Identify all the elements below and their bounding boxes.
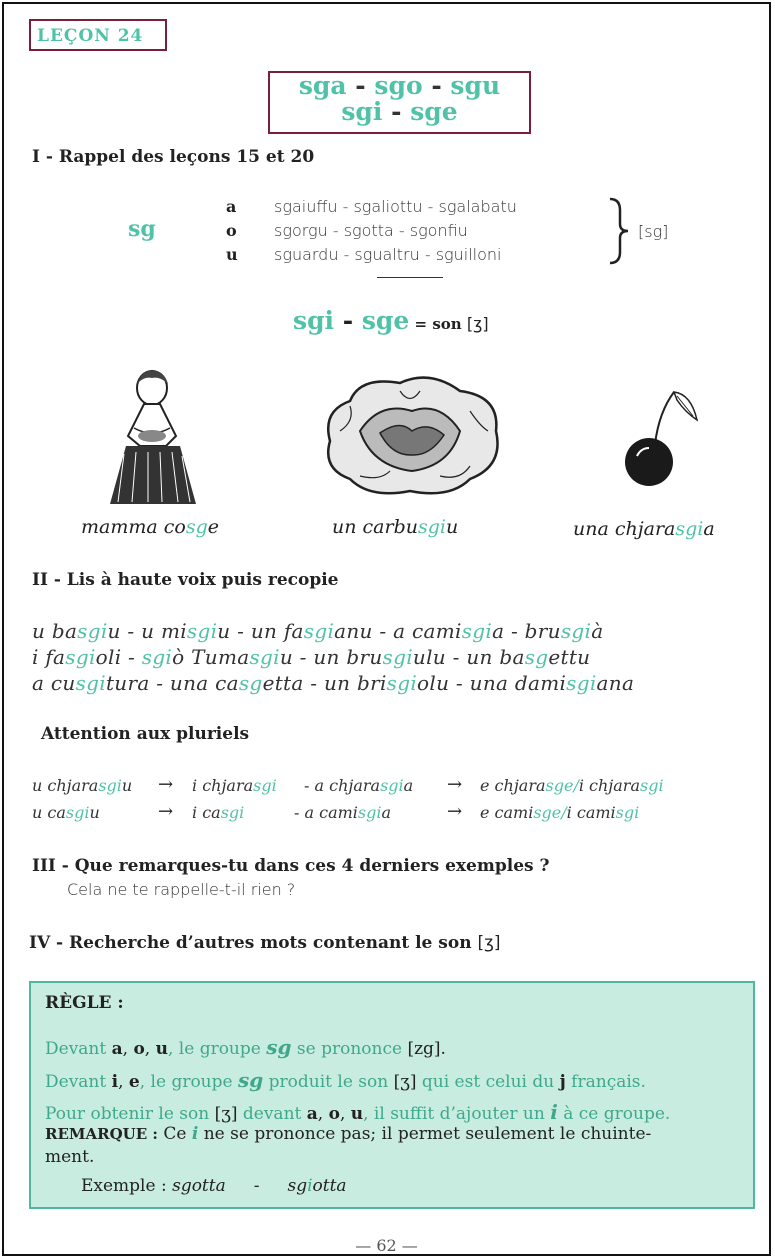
reading-segment: sgi: [75, 671, 106, 695]
reading-segment: sgi: [249, 645, 280, 669]
rule-segment: i: [550, 1100, 558, 1124]
arrow-icon: →: [158, 801, 174, 822]
title-segment: sgu: [450, 71, 501, 100]
plural-segment: /: [561, 803, 567, 822]
plural-segment: sgi: [615, 803, 640, 822]
reading-segment: anu - a cami: [334, 619, 462, 643]
plural-segment: /: [573, 776, 579, 795]
plural-segment: sge: [545, 776, 574, 795]
rule-segment: , le groupe: [139, 1072, 238, 1092]
rule-segment: o: [328, 1104, 340, 1124]
lesson-title-line-2: [270, 99, 529, 125]
caption-mamma-cosge: [81, 516, 219, 538]
plural-segment: e chjara: [480, 776, 546, 795]
rule-segment: [ʒ]: [393, 1072, 417, 1092]
section-4-heading: [29, 933, 501, 953]
arrow-icon: →: [447, 774, 463, 795]
reading-segment: à: [591, 619, 604, 643]
plural-segment: sge: [533, 803, 562, 822]
vowel-o: o: [226, 221, 237, 240]
title-segment: sge: [410, 97, 458, 126]
arrow-icon: →: [447, 801, 463, 822]
rule-segment: o: [133, 1039, 145, 1059]
section-3-heading: III - Que remarques-tu dans ces 4 derniers exemples ?: [32, 856, 550, 876]
plural-segment: sgi: [357, 803, 382, 822]
reading-segment: ò Tuma: [172, 645, 250, 669]
example-label: Exemple :: [81, 1176, 173, 1196]
reading-segment: tura - una ca: [105, 671, 239, 695]
rule-line-3: [45, 1100, 670, 1124]
reading-segment: u ba: [32, 619, 78, 643]
example-i: i: [307, 1176, 313, 1196]
rule-segment: se prononce: [291, 1039, 408, 1059]
remark-i: i: [191, 1124, 199, 1144]
reading-segment: sgi: [560, 619, 592, 643]
reading-segment: oli -: [95, 645, 142, 669]
plural-segment: u: [121, 776, 133, 795]
plural-row2-a: [32, 803, 100, 822]
caption-segment: un carbu: [332, 516, 418, 538]
textbook-page: [2, 2, 771, 1256]
caption-segment: sg: [185, 516, 208, 538]
section-2-heading: II - Lis à haute voix puis recopie: [32, 570, 339, 590]
caption-segment: e: [207, 516, 219, 538]
caption-segment: u: [445, 516, 459, 538]
reading-segment: a cu: [32, 671, 76, 695]
rule-segment: Devant: [45, 1072, 112, 1092]
remark-label: REMARQUE :: [45, 1125, 158, 1143]
rule-segment: qui est celui du: [416, 1072, 560, 1092]
rule-segment: j: [559, 1072, 566, 1092]
plurals-heading: Attention aux pluriels: [41, 724, 250, 744]
plural-segment: i chjara: [578, 776, 640, 795]
cabbage-icon: [320, 371, 504, 499]
rule-segment: sg: [266, 1035, 292, 1059]
plural-segment: i ca: [192, 803, 221, 822]
title-segment: -: [346, 71, 375, 100]
caption-un-carbusgiu: [332, 516, 458, 538]
rule-segment: [ʒ]: [214, 1104, 238, 1124]
sound-dash: -: [334, 306, 362, 335]
reading-segment: sgi: [186, 619, 218, 643]
reading-line-3: [32, 671, 634, 695]
rule-line-2: [45, 1068, 646, 1092]
caption-segment: mamma co: [81, 516, 186, 538]
title-segment: sgi: [341, 97, 383, 126]
reading-line-1: [32, 619, 603, 643]
plural-segment: sgi: [65, 803, 90, 822]
vowel-a: a: [226, 197, 237, 216]
reading-segment: sg: [524, 645, 549, 669]
plural-row1-d: [480, 776, 664, 795]
lesson-label: LEÇON 24: [37, 26, 144, 46]
remark-text-a: Ce: [157, 1124, 192, 1144]
plural-segment: e cami: [480, 803, 534, 822]
reading-segment: sgi: [65, 645, 96, 669]
sg-label: sg: [128, 216, 156, 242]
words-u: sguardu - sgualtru - sguilloni: [274, 245, 502, 264]
plural-segment: u: [89, 803, 100, 822]
reading-segment: ana: [596, 671, 635, 695]
plural-row2-d: [480, 803, 639, 822]
rule-example: [81, 1176, 347, 1196]
rule-segment: , il suffit d’ajouter un: [363, 1104, 551, 1124]
cherry-icon: [619, 382, 704, 488]
caption-segment: sgi: [417, 516, 446, 538]
sound-line: [293, 306, 489, 335]
rule-segment: ,: [317, 1104, 329, 1124]
caption-una-chjarasgia: [573, 518, 715, 540]
vowel-u: u: [226, 245, 238, 264]
reading-segment: ulu - un ba: [412, 645, 525, 669]
reading-segment: sgi: [382, 645, 413, 669]
reading-segment: sgi: [303, 619, 335, 643]
plural-row1-a: [32, 776, 132, 795]
section-4-phoneme: [ʒ]: [477, 933, 501, 953]
plural-row1-c: [304, 776, 413, 795]
reading-segment: a - bru: [492, 619, 561, 643]
sound-phoneme: [ʒ]: [466, 314, 489, 333]
plural-segment: i chjara: [192, 776, 254, 795]
rule-segment: Devant: [45, 1039, 112, 1059]
example-sgotta: sgotta: [172, 1176, 226, 1196]
rule-segment: sg: [237, 1068, 264, 1092]
rule-segment: produit le son: [263, 1072, 394, 1092]
rule-segment: i: [111, 1072, 119, 1092]
plural-segment: sgi: [253, 776, 277, 795]
rule-segment: ,: [339, 1104, 351, 1124]
plural-row2-b: [192, 803, 244, 822]
lesson-title-line-1: [270, 73, 529, 99]
title-segment: sga: [298, 71, 347, 100]
title-segment: -: [382, 97, 411, 126]
section-4-text: IV - Recherche d’autres mots contenant le son: [29, 933, 478, 953]
caption-segment: sgi: [675, 518, 704, 540]
reading-segment: etta - un bri: [262, 671, 387, 695]
caption-segment: a: [703, 518, 715, 540]
divider: [377, 277, 443, 278]
reading-segment: sgi: [141, 645, 173, 669]
plural-segment: a: [381, 803, 392, 822]
reading-segment: olu - una dami: [417, 671, 567, 695]
sound-eq: = son: [409, 315, 467, 333]
rule-segment: à ce groupe.: [557, 1104, 671, 1124]
plural-segment: a: [403, 776, 414, 795]
plural-segment: i cami: [566, 803, 616, 822]
rule-segment: ,: [122, 1039, 134, 1059]
reading-segment: sg: [238, 671, 263, 695]
reading-segment: i fa: [32, 645, 66, 669]
reading-segment: sgi: [566, 671, 597, 695]
rule-segment: u: [350, 1104, 364, 1124]
plural-segment: - a chjara: [304, 776, 381, 795]
plural-segment: u chjara: [32, 776, 99, 795]
rule-line-1: [45, 1035, 446, 1059]
rule-segment: ,: [118, 1072, 129, 1092]
reading-segment: ettu: [548, 645, 591, 669]
example-otta: otta: [312, 1176, 347, 1196]
rule-segment: français.: [565, 1072, 646, 1092]
arrow-icon: →: [158, 774, 174, 795]
caption-segment: una chjara: [573, 518, 676, 540]
sound-sge: sge: [361, 306, 410, 335]
example-dash: -: [253, 1176, 260, 1196]
lesson-label-box: [29, 19, 167, 51]
reading-segment: sgi: [386, 671, 418, 695]
rule-segment: [zg].: [407, 1039, 446, 1059]
rule-segment: a: [111, 1039, 123, 1059]
plural-segment: sgi: [220, 803, 245, 822]
reading-segment: u - un bru: [279, 645, 383, 669]
woman-sewing-icon: [104, 366, 204, 508]
reading-line-2: [32, 645, 590, 669]
title-segment: -: [422, 71, 451, 100]
example-sg: sg: [287, 1176, 308, 1196]
plural-segment: sgi: [380, 776, 404, 795]
right-brace-icon: [606, 196, 632, 266]
section-1-heading: I - Rappel des leçons 15 et 20: [32, 147, 315, 167]
rule-segment: e: [128, 1072, 140, 1092]
rule-box: [29, 981, 755, 1209]
plural-segment: u ca: [32, 803, 66, 822]
rule-segment: a: [306, 1104, 318, 1124]
rule-segment: u: [155, 1039, 168, 1059]
reading-segment: u - u mi: [107, 619, 187, 643]
plural-segment: sgi: [98, 776, 122, 795]
reading-segment: u - un fa: [217, 619, 304, 643]
plural-row1-b: [192, 776, 277, 795]
rule-title: RÈGLE :: [45, 993, 124, 1013]
plural-segment: - a cami: [294, 803, 358, 822]
rule-remark: [45, 1124, 651, 1144]
remark-text-b: ne se prononce pas; il permet seulement le chuinte-: [198, 1124, 652, 1144]
lesson-title-box: [268, 71, 531, 134]
words-o: sgorgu - sgotta - sgonfiu: [274, 221, 468, 240]
words-a: sgaiuffu - sgaliottu - sgalabatu: [274, 197, 517, 216]
rule-remark-cont: ment.: [45, 1147, 95, 1167]
rule-segment: Pour obtenir le son: [45, 1104, 215, 1124]
reading-segment: sgi: [77, 619, 108, 643]
phoneme-sg: [sg]: [638, 222, 669, 241]
page-number: — 62 —: [355, 1236, 418, 1255]
sound-sgi: sgi: [293, 306, 335, 335]
plural-row2-c: [294, 803, 391, 822]
title-segment: sgo: [374, 71, 423, 100]
plural-segment: sgi: [639, 776, 664, 795]
rule-segment: devant: [237, 1104, 307, 1124]
rule-segment: ,: [144, 1039, 156, 1059]
reading-segment: sgi: [461, 619, 493, 643]
section-3-sub: Cela ne te rappelle-t-il rien ?: [67, 880, 296, 899]
rule-segment: , le groupe: [167, 1039, 267, 1059]
